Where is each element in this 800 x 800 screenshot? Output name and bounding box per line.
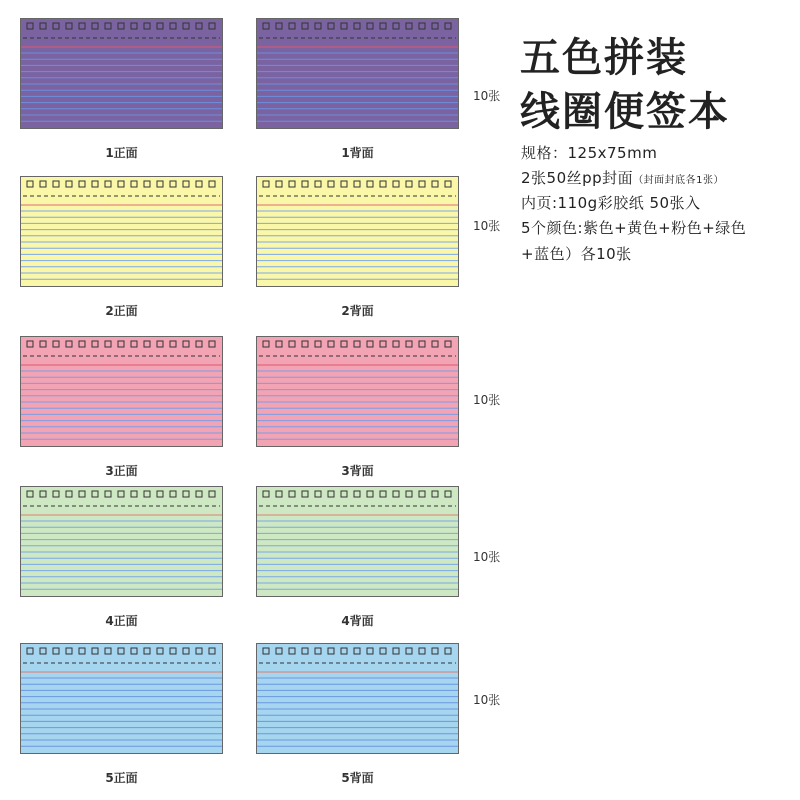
card-background bbox=[21, 337, 222, 446]
card-caption: 4背面 bbox=[341, 614, 374, 628]
sheet-count: 10张 bbox=[473, 393, 501, 407]
spec-colors-line2: +蓝色）各10张 bbox=[521, 245, 632, 263]
card-caption: 1正面 bbox=[105, 146, 138, 160]
card-caption: 2正面 bbox=[105, 304, 138, 318]
notebook-card-yellow-back bbox=[256, 176, 459, 287]
card-background bbox=[257, 337, 458, 446]
notebook-card-pink-back bbox=[256, 336, 459, 447]
card-background bbox=[257, 487, 458, 596]
notebook-card-yellow-front bbox=[20, 176, 223, 287]
spec-cover-note: （封面封底各1张） bbox=[633, 175, 725, 186]
product-title-line1: 五色拼装 bbox=[520, 35, 688, 81]
card-background bbox=[257, 177, 458, 286]
sheet-count: 10张 bbox=[473, 693, 501, 707]
card-background bbox=[21, 487, 222, 596]
card-background bbox=[257, 644, 458, 753]
card-caption: 2背面 bbox=[341, 304, 374, 318]
spec-size: 规格：125x75mm bbox=[521, 144, 658, 162]
card-artwork bbox=[257, 337, 458, 446]
notebook-card-green-back bbox=[256, 486, 459, 597]
notebook-card-blue-back bbox=[256, 643, 459, 754]
card-caption: 5背面 bbox=[341, 771, 374, 785]
sheet-count: 10张 bbox=[473, 89, 501, 103]
card-caption: 4正面 bbox=[105, 614, 138, 628]
spec-colors-line1: 5个颜色:紫色+黄色+粉色+绿色 bbox=[521, 219, 747, 237]
spec-inner-pages: 内页:110g彩胶纸 50张入 bbox=[521, 194, 701, 212]
card-artwork bbox=[21, 19, 222, 128]
notebook-card-blue-front bbox=[20, 643, 223, 754]
card-artwork bbox=[257, 19, 458, 128]
card-caption: 3正面 bbox=[105, 464, 138, 478]
sheet-count: 10张 bbox=[473, 550, 501, 564]
card-artwork bbox=[257, 644, 458, 753]
card-background bbox=[257, 19, 458, 128]
card-artwork bbox=[21, 177, 222, 286]
card-background bbox=[21, 177, 222, 286]
card-background bbox=[21, 19, 222, 128]
card-artwork bbox=[21, 644, 222, 753]
card-artwork bbox=[257, 487, 458, 596]
card-background bbox=[21, 644, 222, 753]
notebook-card-green-front bbox=[20, 486, 223, 597]
card-caption: 1背面 bbox=[341, 146, 374, 160]
card-caption: 3背面 bbox=[341, 464, 374, 478]
notebook-card-purple-back bbox=[256, 18, 459, 129]
product-title-line2: 线圈便签本 bbox=[520, 89, 730, 135]
spec-cover-main: 2张50丝pp封面 bbox=[521, 169, 634, 187]
card-artwork bbox=[21, 337, 222, 446]
card-artwork bbox=[21, 487, 222, 596]
notebook-card-purple-front bbox=[20, 18, 223, 129]
card-artwork bbox=[257, 177, 458, 286]
notebook-card-pink-front bbox=[20, 336, 223, 447]
card-caption: 5正面 bbox=[105, 771, 138, 785]
spec-cover bbox=[521, 167, 724, 188]
sheet-count: 10张 bbox=[473, 219, 501, 233]
